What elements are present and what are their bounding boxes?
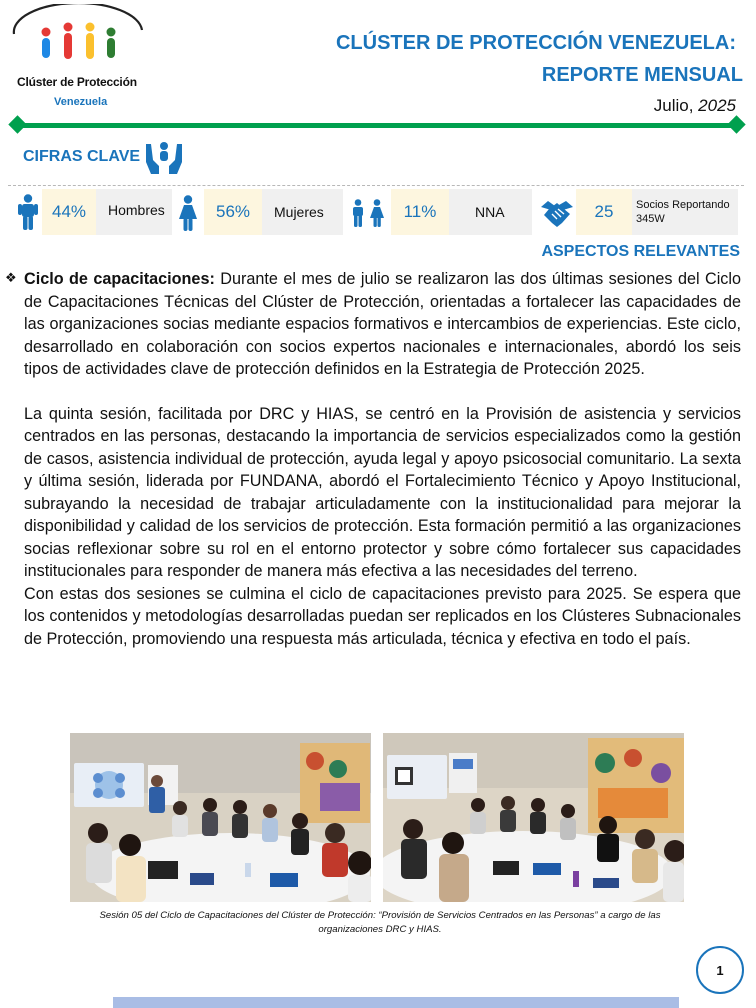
report-date — [654, 96, 736, 116]
men-label: Hombres — [96, 189, 172, 235]
report-title-line1: CLÚSTER DE PROTECCIÓN VENEZUELA: — [335, 32, 736, 54]
page-number: 1 — [696, 946, 744, 994]
hands-people-icon — [143, 138, 185, 178]
header-divider — [16, 123, 736, 128]
diamond-bullet-icon: ❖ — [5, 270, 17, 285]
training-photo-2 — [383, 733, 684, 902]
report-month: Julio, — [653, 96, 694, 115]
footer-bar — [113, 997, 679, 1008]
lead-bold: Ciclo de capacitaciones: — [24, 270, 215, 288]
cluster-logo — [8, 4, 148, 108]
men-value: 44% — [42, 189, 96, 235]
paragraph-1 — [24, 268, 741, 381]
women-value: 56% — [204, 189, 262, 235]
paragraph-1-text: Durante el mes de julio se realizaron las dos últimas sesiones del Ciclo de Capacitaciones Técnicas del Clúster de Protección, orientadas a fortalecer las capacidades de las organizaciones socias mediante espacios formativos e intercambios de experiencias. Este ciclo, desarrollado en colaboración con socios expertos nacionales e internacionales, abordó los seis tipos de actividades clave de protección definidos en la Estrategia de Protección 2025. — [24, 270, 741, 378]
children-icon — [349, 199, 387, 227]
dotted-divider — [8, 185, 744, 186]
man-icon — [17, 194, 39, 230]
logo-name: Clúster de Protección — [17, 75, 137, 89]
logo-subtitle: Venezuela — [54, 96, 108, 108]
training-photo-1 — [70, 733, 371, 902]
report-year: 2025 — [698, 96, 736, 115]
nna-label: NNA — [449, 189, 532, 235]
paragraph-2: La quinta sesión, facilitada por DRC y HIAS, se centró en la Provisión de asistencia y servicios centrados en las personas, destacando la importancia de servicios especializados como la gestión de casos, asistencia individual de protección, ayuda legal y apoyo psicosocial comunitario. La sexta y última sesión, liderada por FUNDANA, abordó el Fortalecimiento Técnico y Apoyo Institucional, subrayando la necesidad de trabajar articuladamente con la institucionalidad para mejorar la disponibilidad y calidad de los servicios de protección. Esta formación permitió a las organizaciones socias reflexionar sobre su rol en el entorno protector y sobre cómo fortalecer sus capacidades institucionales para responder de manera más efectiva a las necesidades del terreno. — [24, 404, 741, 580]
handshake-icon — [540, 198, 574, 228]
logo-arc-people-icon — [8, 4, 148, 74]
partners-value: 25 — [576, 189, 632, 235]
section-title: ASPECTOS RELEVANTES — [541, 243, 740, 260]
section-body — [24, 268, 741, 650]
report-title-line2: REPORTE MENSUAL — [541, 64, 743, 86]
women-label: Mujeres — [262, 189, 343, 235]
paragraph-3: Con estas dos sesiones se culmina el ciclo de capacitaciones previsto para 2025. Se espera que los contenidos y metodologías desarrolladas puedan ser replicados en los Clústeres Subnacionales de Protección, promoviendo una respuesta más articulada, técnica y efectiva en todo el país. — [24, 584, 741, 648]
partners-label: Socios Reportando 345W — [632, 189, 738, 235]
woman-icon — [177, 195, 199, 231]
divider-left-diamond-icon — [8, 115, 26, 133]
nna-value: 11% — [391, 189, 449, 235]
divider-right-diamond-icon — [727, 115, 745, 133]
key-figures-title: CIFRAS CLAVE — [23, 148, 141, 165]
photo-caption: Sesión 05 del Ciclo de Capacitaciones del Clúster de Protección: “Provisión de Servicios Centrados en las Personas” a cargo de las organizaciones DRC y HIAS. — [99, 910, 661, 935]
